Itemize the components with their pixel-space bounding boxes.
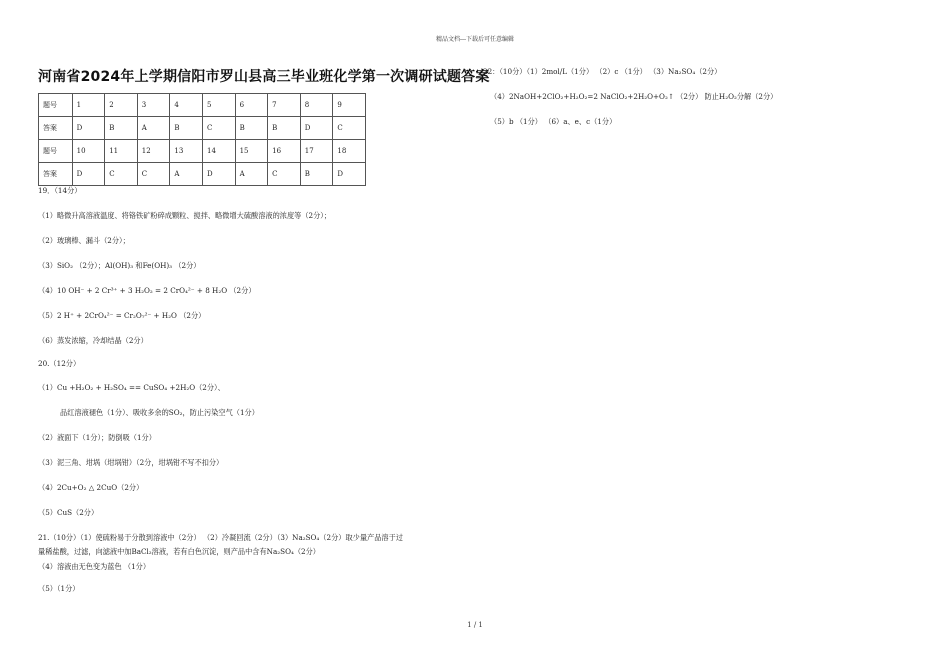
table-cell: 10 (72, 140, 105, 163)
q20-part2: （2）液面下（1分）；防倒吸（1分） (38, 433, 156, 442)
q20-part1: （1）Cu +H₂O₂ + H₂SO₄ == CuSO₄ +2H₂O（2分）、 (38, 383, 225, 392)
table-cell: 8 (300, 94, 333, 117)
table-cell: 1 (72, 94, 105, 117)
q22-line3: （5）b （1分） （6）a、e、c（1分） (490, 117, 617, 126)
q21-line2: 量稀盐酸，过滤，向滤液中加BaCl₂溶液，若有白色沉淀，则产品中含有Na₂SO₄（2分） (38, 547, 320, 556)
table-cell: D (300, 117, 333, 140)
table-cell: A (137, 117, 170, 140)
table-cell: B (235, 117, 268, 140)
table-cell: 7 (268, 94, 301, 117)
q19-part4: （4）10 OH⁻ + 2 Cr³⁺ + 3 H₂O₂ = 2 CrO₄²⁻ + 8 H₂O （2分） (38, 286, 256, 295)
q21-part4: （4）溶液由无色变为蓝色 （1分） (38, 562, 151, 571)
table-cell: 题号 (39, 94, 73, 117)
table-cell: C (202, 117, 235, 140)
q19-part1: （1）略微升高溶液温度、将铬铁矿粉碎成颗粒、搅拌、略微增大硫酸溶液的浓度等（2分）； (38, 211, 332, 220)
page-title: 河南省2024年上学期信阳市罗山县高三毕业班化学第一次调研试题答案 (38, 69, 490, 85)
q19-part2: （2）玻璃棒、漏斗（2分）； (38, 236, 130, 245)
table-cell: A (235, 163, 268, 186)
q22-line2: （4）2NaOH+2ClO₂+H₂O₂=2 NaClO₂+2H₂O+O₂↑ （2分） 防止H₂O₂分解（2分） (490, 92, 778, 101)
table-cell: 12 (137, 140, 170, 163)
q19-part6: （6）蒸发浓缩，冷却结晶（2分） (38, 336, 148, 345)
table-cell: D (72, 163, 105, 186)
table-cell: 16 (268, 140, 301, 163)
table-cell: 3 (137, 94, 170, 117)
q21-line1: 21.（10分）（1）使硫粉易于分散到溶液中（2分） （2）冷凝回流（2分）（3）Na₂SO₄（2分）取少量产品溶于过 (38, 533, 403, 542)
table-cell: 6 (235, 94, 268, 117)
table-cell: C (105, 163, 138, 186)
q21-part5: （5）（1分） (38, 584, 80, 593)
table-cell: 答案 (39, 163, 73, 186)
table-row (39, 163, 366, 186)
q19-part5: （5）2 H⁺ + 2CrO₄²⁻ = Cr₂O₇²⁻ + H₂O （2分） (38, 311, 206, 320)
table-cell: 题号 (39, 140, 73, 163)
table-cell: C (268, 163, 301, 186)
table-row (39, 117, 366, 140)
table-cell: B (170, 117, 203, 140)
page-number: 1 / 1 (467, 621, 483, 629)
table-cell: D (333, 163, 366, 186)
table-cell: D (202, 163, 235, 186)
table-cell: 18 (333, 140, 366, 163)
table-cell: 9 (333, 94, 366, 117)
table-cell: 17 (300, 140, 333, 163)
table-cell: B (105, 117, 138, 140)
q20-part4: （4）2Cu+O₂ △ 2CuO（2分） (38, 483, 144, 492)
table-cell: C (137, 163, 170, 186)
answer-table (38, 93, 366, 186)
table-row (39, 140, 366, 163)
q20-part1-cont: 品红溶液褪色（1分）、吸收多余的SO₂，防止污染空气（1分） (60, 408, 259, 417)
table-cell: A (170, 163, 203, 186)
table-cell: B (268, 117, 301, 140)
q19-part3: （3）SiO₂ （2分）；Al(OH)₃ 和Fe(OH)₃ （2分） (38, 261, 201, 270)
table-cell: D (72, 117, 105, 140)
table-cell: 14 (202, 140, 235, 163)
table-cell: 答案 (39, 117, 73, 140)
q20-heading: 20.（12分） (38, 359, 81, 368)
q20-part5: （5）CuS（2分） (38, 508, 99, 517)
q20-part3: （3）泥三角、坩埚（坩埚钳）（2分，坩埚钳不写不扣分） (38, 458, 224, 467)
table-cell: B (300, 163, 333, 186)
table-cell: 4 (170, 94, 203, 117)
table-cell: 2 (105, 94, 138, 117)
q19-heading: 19．（14分） (38, 186, 82, 195)
table-cell: 5 (202, 94, 235, 117)
table-row (39, 94, 366, 117)
table-cell: C (333, 117, 366, 140)
table-cell: 15 (235, 140, 268, 163)
table-cell: 11 (105, 140, 138, 163)
q22-line1: 22：（10分）（1）2mol/L（1分） （2）c （1分） （3）Na₂SO₄（2分） (483, 67, 722, 76)
header-note: 精品文档---下载后可任意编辑 (435, 36, 515, 43)
table-cell: 13 (170, 140, 203, 163)
